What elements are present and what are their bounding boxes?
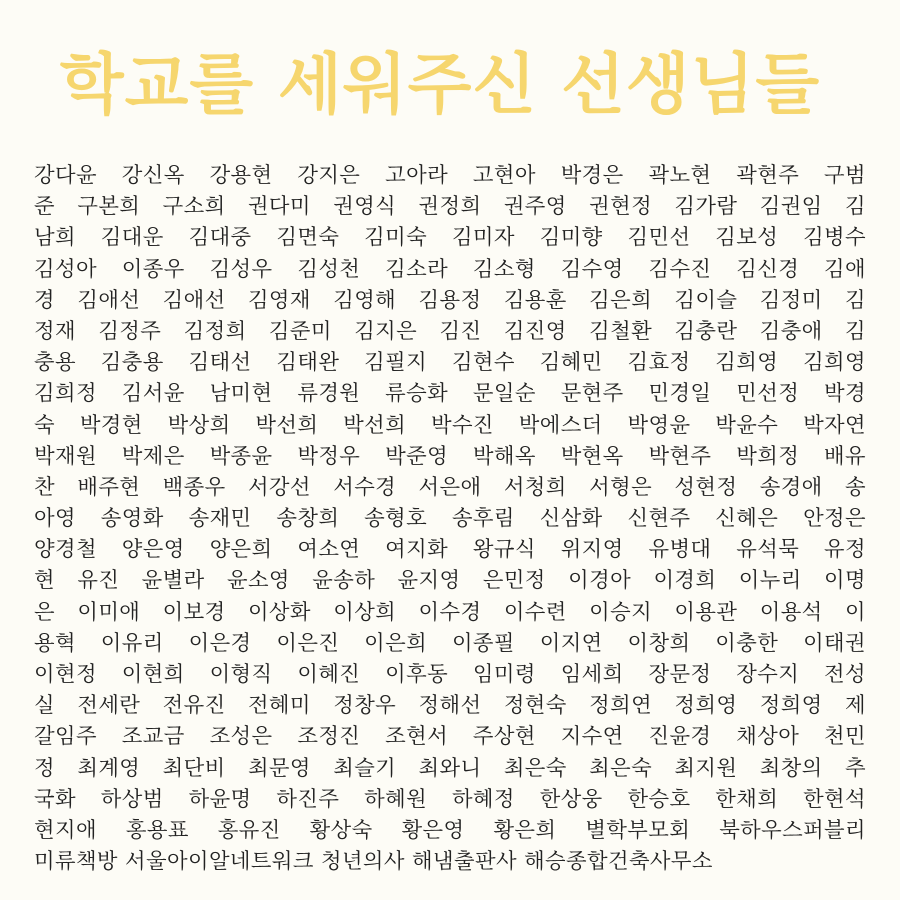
- page-title: 학교를 세워주신 선생님들: [59, 46, 821, 123]
- names-line: 준 구본희 구소희 권다미 권영식 권정희 권주영 권현정 김가람 김권임 김: [34, 194, 866, 220]
- names-line: 미류책방 서울아이알네트워크 청년의사 해냄출판사 해승종합건축사무소: [34, 849, 713, 875]
- names-line: 현지애 홍용표 홍유진 황상숙 황은영 황은희 별학부모회 북하우스퍼블리: [34, 817, 866, 843]
- names-line: 충용 김충용 김태선 김태완 김필지 김현수 김혜민 김효정 김희영 김희영: [34, 350, 866, 376]
- names-list: [34, 160, 866, 877]
- names-line: 현 유진 윤별라 윤소영 윤송하 윤지영 은민정 이경아 이경희 이누리 이명: [34, 568, 866, 594]
- names-line: 김성아 이종우 김성우 김성천 김소라 김소형 김수영 김수진 김신경 김애: [34, 256, 866, 282]
- names-line: 은 이미애 이보경 이상화 이상희 이수경 이수련 이승지 이용관 이용석 이: [34, 599, 866, 625]
- names-line: 김희정 김서윤 남미현 류경원 류승화 문일순 문현주 민경일 민선정 박경: [34, 381, 866, 407]
- names-line: 이현정 이현희 이형직 이혜진 이후동 임미령 임세희 장문정 장수지 전성: [34, 662, 866, 687]
- names-line: 숙 박경현 박상희 박선희 박선희 박수진 박에스더 박영윤 박윤수 박자연: [34, 412, 866, 438]
- names-line: 아영 송영화 송재민 송창희 송형호 송후림 신삼화 신현주 신혜은 안정은: [34, 506, 866, 532]
- names-line: 강다윤 강신옥 강용현 강지은 고아라 고현아 박경은 곽노현 곽현주 구범: [34, 163, 866, 188]
- names-line: 실 전세란 전유진 전혜미 정창우 정해선 정현숙 정희연 정희영 정희영 제: [34, 693, 866, 719]
- names-line: 갈임주 조교금 조성은 조정진 조현서 주상현 지수연 진윤경 채상아 천민: [34, 724, 866, 750]
- names-line: 박재원 박제은 박종윤 박정우 박준영 박해옥 박현옥 박현주 박희정 배유: [34, 443, 866, 469]
- names-line: 경 김애선 김애선 김영재 김영해 김용정 김용훈 김은희 김이슬 김정미 김: [34, 287, 866, 313]
- names-line: 용혁 이유리 이은경 이은진 이은희 이종필 이지연 이창희 이충한 이태권: [34, 630, 866, 656]
- names-line: 정재 김정주 김정희 김준미 김지은 김진 김진영 김철환 김충란 김충애 김: [34, 318, 866, 344]
- names-line: 정 최계영 최단비 최문영 최슬기 최와니 최은숙 최은숙 최지원 최창의 추: [34, 755, 866, 781]
- names-line: 찬 배주현 백종우 서강선 서수경 서은애 서청희 서형은 성현정 송경애 송: [34, 474, 866, 500]
- names-line: 남희 김대운 김대중 김면숙 김미숙 김미자 김미향 김민선 김보성 김병수: [34, 225, 866, 251]
- names-line: 양경철 양은영 양은희 여소연 여지화 왕규식 위지영 유병대 유석묵 유정: [34, 537, 866, 563]
- names-line: 국화 하상범 하윤명 하진주 하혜원 하혜정 한상웅 한승호 한채희 한현석: [34, 786, 866, 812]
